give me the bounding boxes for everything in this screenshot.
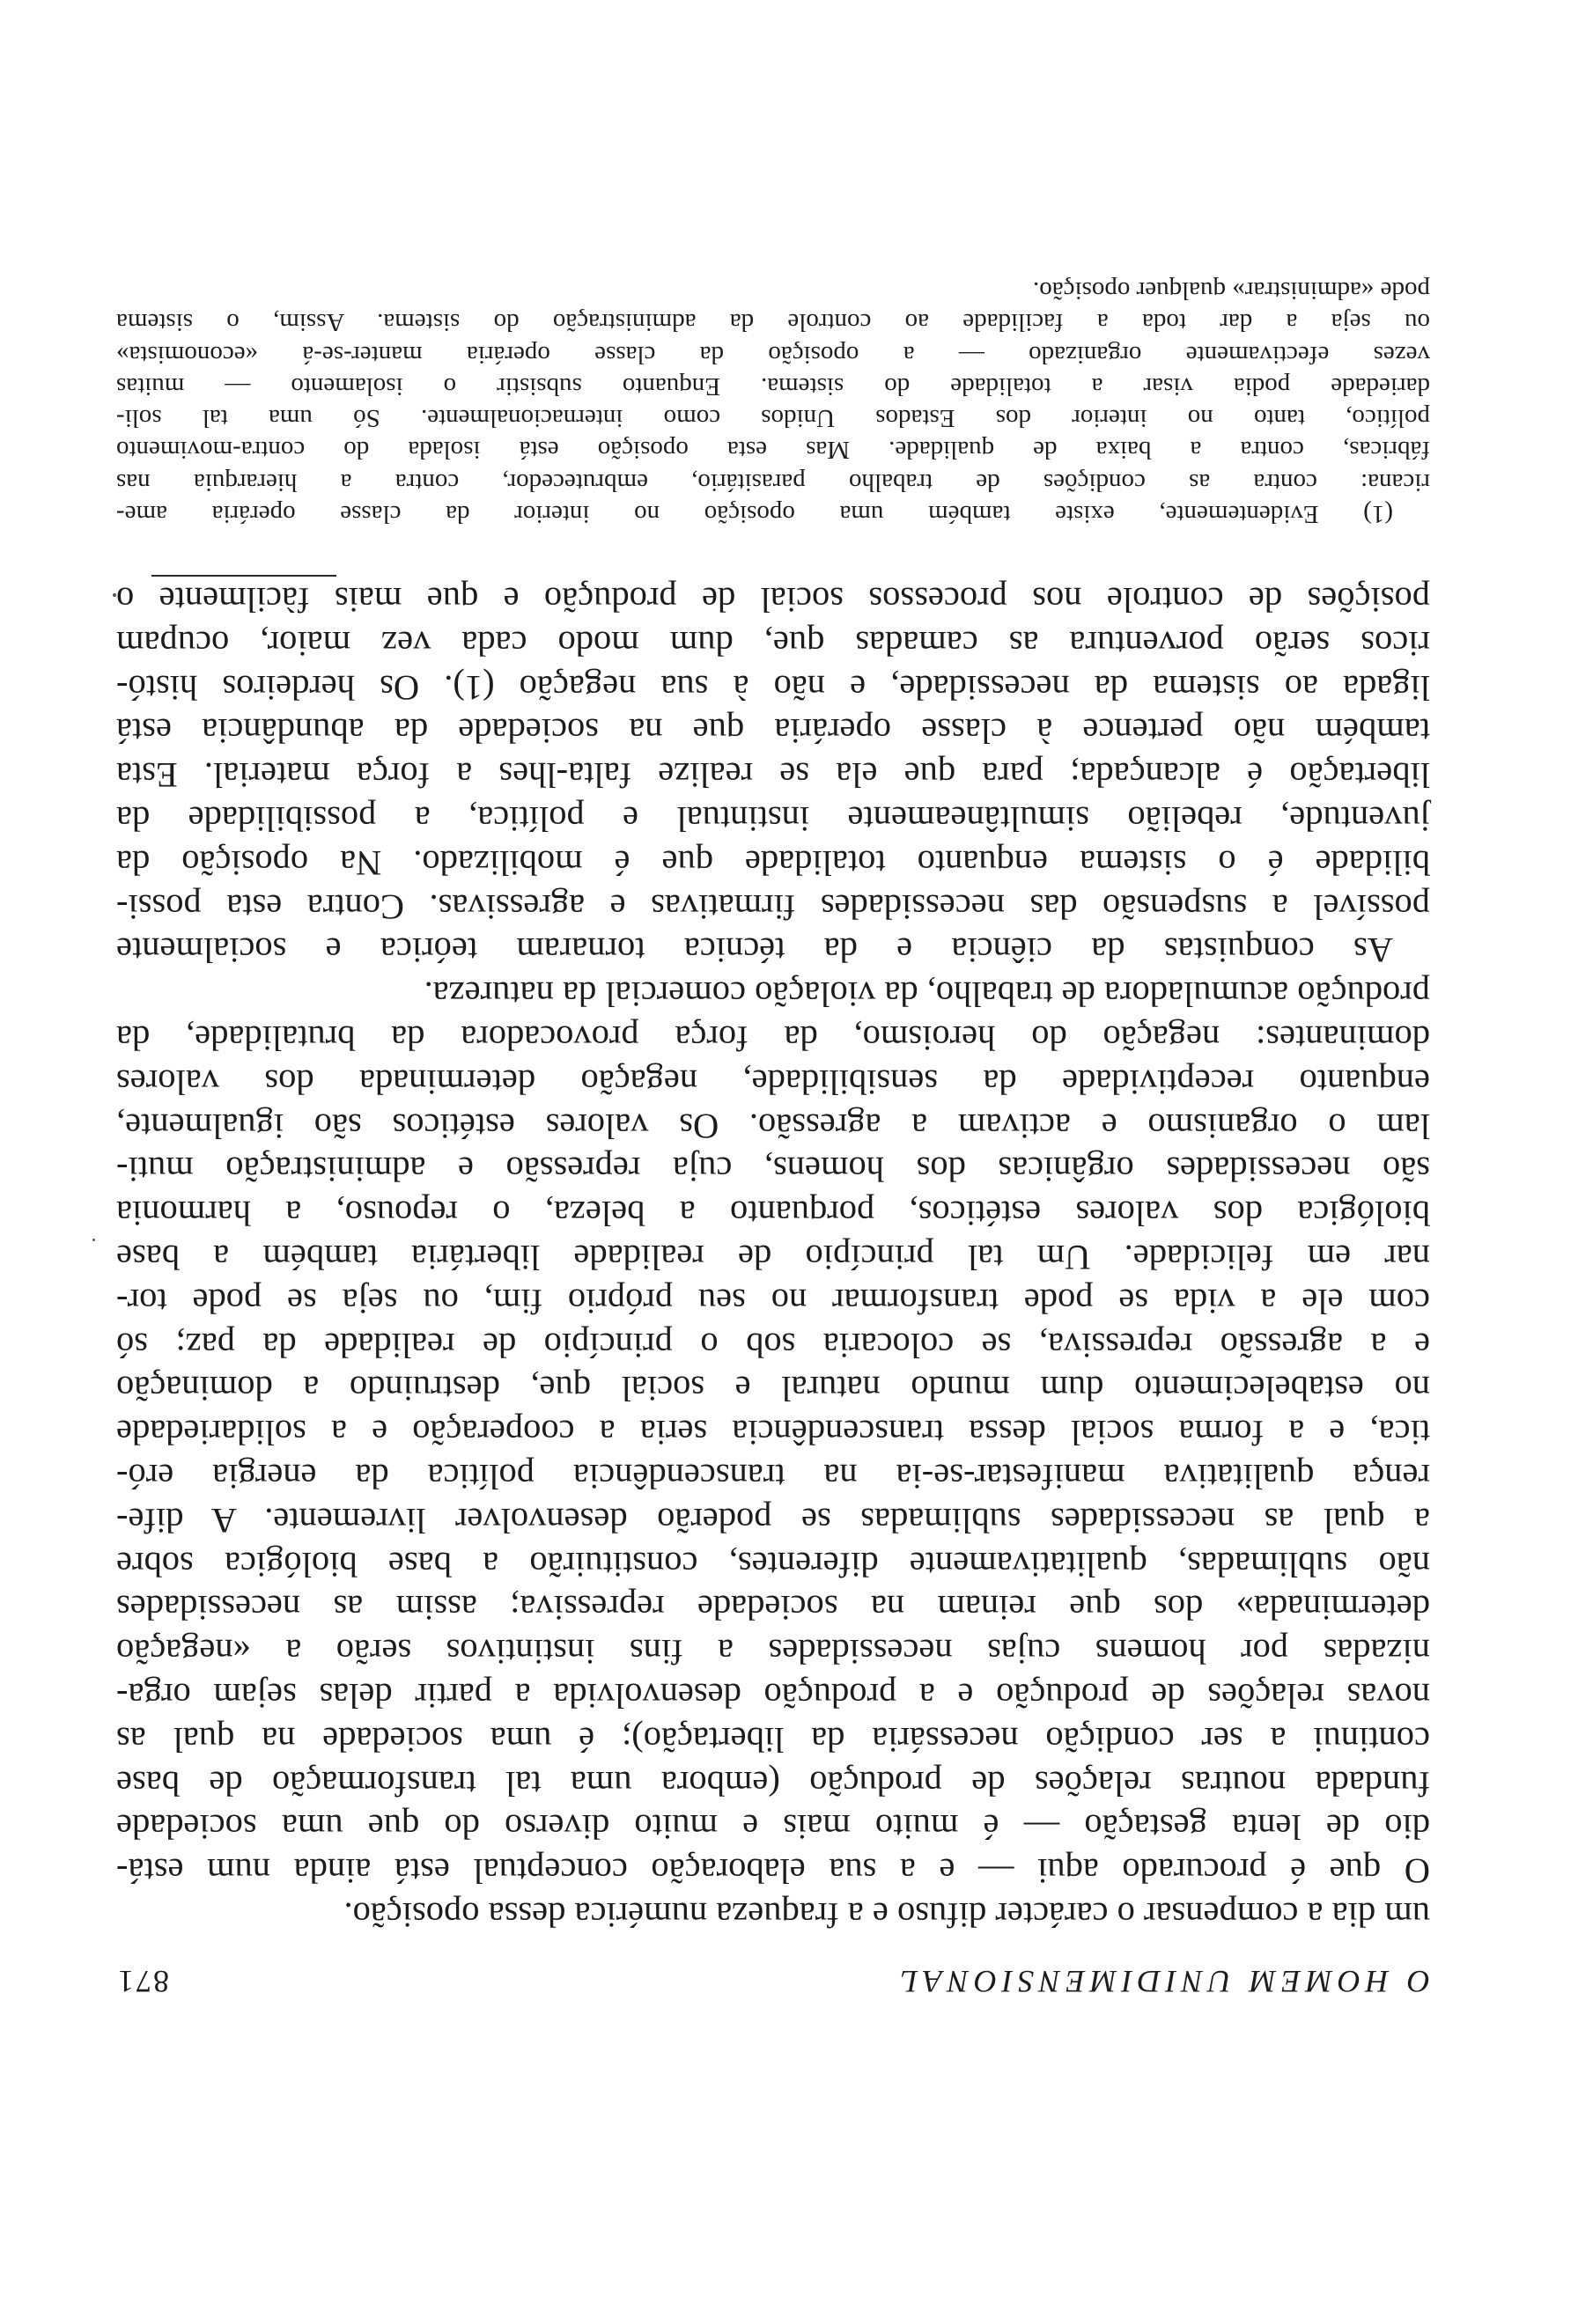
footnote-rule <box>151 575 336 577</box>
footnote-line: (1) Evidentemente, existe também uma oposição no interior da classe operária ame- <box>116 500 1393 528</box>
text-line: ligada ao sistema da necessidade, e não à sua negação (1). Os herdeiros histó- <box>116 667 1430 708</box>
text-line: enquanto receptividade da sensibilidade, negação determinada dos valores <box>116 1062 1430 1102</box>
text-line: juventude, rebelião simultâneamente instintual e política, a possibilidade da <box>116 799 1430 840</box>
scan-speck <box>92 1239 95 1241</box>
text-line: fundada noutras relações de produção (embora uma tal transformação de base <box>116 1763 1430 1804</box>
text-line: dominantes: negação do heroismo, da força provocadora da brutalidade, da <box>116 1019 1430 1059</box>
text-line: e a agressão repressiva, se colocaria sob o princípio de realidade da paz; só <box>116 1325 1430 1365</box>
text-line: tica, e a forma social dessa transcendência seria a cooperação e a solidariedade <box>116 1413 1430 1453</box>
text-line: com ele a vida se pode transformar no seu próprio fim, ou seja se pode tor- <box>116 1281 1430 1321</box>
text-line: continui a ser condição necessária da libertação); é uma sociedade na qual as <box>116 1719 1430 1760</box>
footnote-line: político, tanto no interior dos Estados Unidos como internacionalmente. Só uma tal soli- <box>116 404 1430 433</box>
text-line: não sublimadas, qualitativamente diferentes, constituirão a base biológica sobre <box>116 1544 1430 1585</box>
footnote <box>116 275 1430 530</box>
text-line: um dia a compensar o carácter difuso e a fraqueza numérica dessa oposição. <box>343 1895 1430 1935</box>
text-line: possível a suspensão das necessidades firmativas e agressivas. Contra esta possi- <box>116 886 1430 927</box>
text-line: produção acumuladora de trabalho, da violação comercial da natureza. <box>424 974 1430 1015</box>
text-line: no estabelecimento dum mundo natural e social que, destruindo a dominação <box>116 1369 1430 1409</box>
text-line: nar em felicidade. Um tal princípio de realidade libertária também a base <box>116 1238 1430 1278</box>
footnote-line: dariedade podia visar a totalidade do sistema. Enquanto subsistir o isolamento — muitas <box>116 371 1430 401</box>
text-line: As conquistas da ciência e da técnica tornaram teórica e socialmente <box>116 930 1393 971</box>
text-line: também não pertence à classe operária que na sociedade da abundância está <box>116 711 1430 752</box>
text-line: novas relações de produção e a produção desenvolvida a partir delas sejam orga- <box>116 1676 1430 1717</box>
text-line: posições de controle nos processos social de produção e que mais fàcilmente o <box>116 580 1430 621</box>
text-line: determinada» dos que reinam na sociedade repressiva; assim as necessidades <box>116 1588 1430 1629</box>
footnote-line: pode «administrar» qualquer oposição. <box>1033 276 1430 305</box>
footnote-line: fábricas, contra a baixa de qualidade. Mas esta oposição está isolada do contra-movimento <box>116 436 1430 465</box>
running-head: O HOMEM UNIDIMENSIONAL <box>895 1964 1430 1999</box>
text-line: a qual as necessidades sublimadas se poderão desenvolver livremente. A dife- <box>116 1500 1430 1541</box>
text-line: O que é procurado aqui — e a sua elaboração conceptual está ainda num está- <box>116 1851 1430 1892</box>
scan-speck <box>113 593 116 597</box>
footnote-line: ou seja a dar toda a facilidade ao controle da administração do sistema. Assim, o sistema <box>116 308 1430 337</box>
footnote-line: vezes efectivamente organizado — a oposição da classe operária manter-se-á «economista» <box>116 340 1430 369</box>
text-line: nizadas por homens cujas necessidades a fins instintivos serão a «negação <box>116 1632 1430 1673</box>
text-line: bilidade é o sistema enquanto totalidade que é mobilizado. Na oposição da <box>116 842 1430 883</box>
text-line: lam o organismo e activam a agressão. Os valores estéticos são igualmente, <box>116 1106 1430 1146</box>
text-line: rença qualitativa manifestar-se-ia na transcendência política da energia eró- <box>116 1457 1430 1497</box>
footnote-line: ricana: contra as condições de trabalho parasitário, embrutecedor, contra a hierarquia nas <box>116 467 1430 496</box>
text-line: são necessidades orgânicas dos homens, cuja repressão e administração muti- <box>116 1150 1430 1190</box>
text-line: libertação é alcançada; para que ela se realize falta-lhes a força material. Esta <box>116 755 1430 796</box>
text-line: biológica dos valores estéticos, porquanto a beleza, o repouso, a harmonia <box>116 1194 1430 1234</box>
page-number: 871 <box>116 1964 169 1999</box>
text-line: ricos serão porventura as camadas que, dum modo cada vez maior, ocupam <box>116 623 1430 664</box>
text-line: dio de lenta gestação — é muito mais e muito diverso do que uma sociedade <box>116 1807 1430 1848</box>
body-text <box>116 577 1430 1937</box>
